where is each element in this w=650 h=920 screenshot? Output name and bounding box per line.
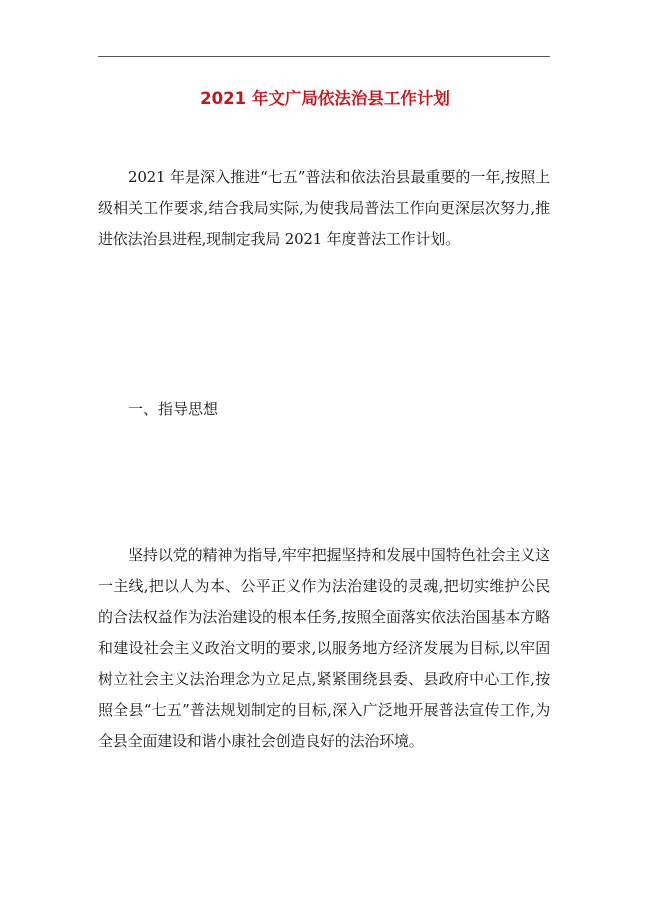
section-heading-guiding-ideology: 一、指导思想 xyxy=(128,400,219,418)
header-rule xyxy=(98,56,550,57)
intro-paragraph: 2021 年是深入推进“七五”普法和依法治县最重要的一年,按照上级相关工作要求,结合我局实际,为使我局普法工作向更深层次努力,推进依法治县进程,现制定我局 2021 年度普法工作计划。 xyxy=(98,168,550,248)
document-title: 2021 年文广局依法治县工作计划 xyxy=(200,89,450,108)
section-body-guiding-ideology: 坚持以党的精神为指导,牢牢把握坚持和发展中国特色社会主义这一主线,把以人为本、公平正义作为法治建设的灵魂,把切实维护公民的合法权益作为法治建设的根本任务,按照全面落实依法治国基本方略和建设社会主义政治文明的要求,以服务地方经济发展为目标,以牢固树立社会主义法治理念为立足点,紧紧围绕县委、县政府中心工作,按照全县“七五”普法规划制定的目标,深入广泛地开展普法宣传工作,为全县全面建设和谐小康社会创造良好的法治环境。 xyxy=(98,546,550,750)
